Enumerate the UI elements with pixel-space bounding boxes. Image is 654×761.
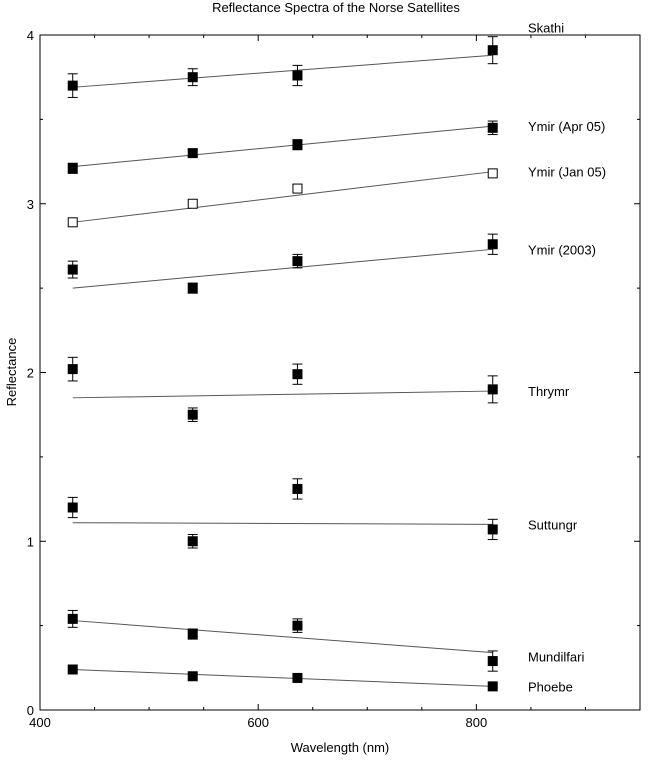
fit-line	[73, 126, 493, 167]
y-tick-label: 4	[26, 28, 34, 43]
fit-lines	[73, 55, 493, 686]
data-point	[68, 164, 77, 173]
data-point	[188, 149, 197, 158]
data-point	[188, 630, 197, 639]
data-point	[488, 240, 497, 249]
y-tick-label: 3	[26, 196, 34, 212]
series-label: Skathi	[528, 20, 565, 36]
data-point	[293, 673, 302, 682]
data-point	[293, 370, 302, 379]
data-point	[188, 410, 197, 419]
data-points	[68, 37, 498, 691]
data-point	[488, 657, 497, 666]
series-label: Mundilfari	[528, 649, 585, 665]
series-label: Phoebe	[528, 679, 573, 695]
x-tick-label: 600	[247, 715, 270, 730]
data-point	[188, 284, 197, 293]
data-point	[68, 665, 77, 674]
data-point	[68, 503, 77, 512]
fit-line	[73, 621, 493, 653]
fit-line	[73, 523, 493, 525]
series-label: Ymir (2003)	[528, 242, 596, 258]
fit-line	[73, 670, 493, 687]
series-label: Ymir (Jan 05)	[528, 164, 607, 180]
data-point	[68, 365, 77, 374]
y-axis-label: Reflectance	[4, 337, 19, 407]
fit-line	[73, 249, 493, 288]
series-labels	[528, 20, 606, 694]
y-tick-label: 2	[26, 365, 34, 381]
data-point	[68, 218, 77, 227]
data-point	[488, 46, 497, 55]
x-tick-label: 400	[29, 715, 51, 730]
data-point	[68, 81, 77, 90]
data-point	[488, 123, 497, 132]
data-point	[188, 537, 197, 546]
data-point	[293, 184, 302, 193]
data-point	[293, 71, 302, 80]
data-point	[488, 385, 497, 394]
data-point	[188, 672, 197, 681]
fit-line	[73, 172, 493, 223]
data-point	[188, 199, 197, 208]
data-point	[293, 621, 302, 630]
x-tick-label: 800	[465, 715, 488, 730]
fit-line	[73, 55, 493, 87]
series-label: Thrymr	[528, 384, 570, 400]
data-point	[488, 169, 497, 178]
y-tick-label: 1	[26, 534, 34, 550]
chart-title: Reflectance Spectra of the Norse Satellites	[212, 0, 460, 15]
fit-line	[73, 391, 493, 398]
data-point	[293, 484, 302, 493]
data-point	[293, 140, 302, 149]
series-label: Suttungr	[528, 517, 578, 533]
y-tick-label: 0	[26, 703, 34, 718]
data-point	[488, 682, 497, 691]
plot-frame	[40, 35, 640, 710]
series-label: Ymir (Apr 05)	[528, 119, 606, 135]
x-axis-label: Wavelength (nm)	[290, 740, 390, 755]
data-point	[68, 614, 77, 623]
data-point	[68, 265, 77, 274]
data-point	[488, 525, 497, 534]
data-point	[188, 73, 197, 82]
data-point	[293, 257, 302, 266]
